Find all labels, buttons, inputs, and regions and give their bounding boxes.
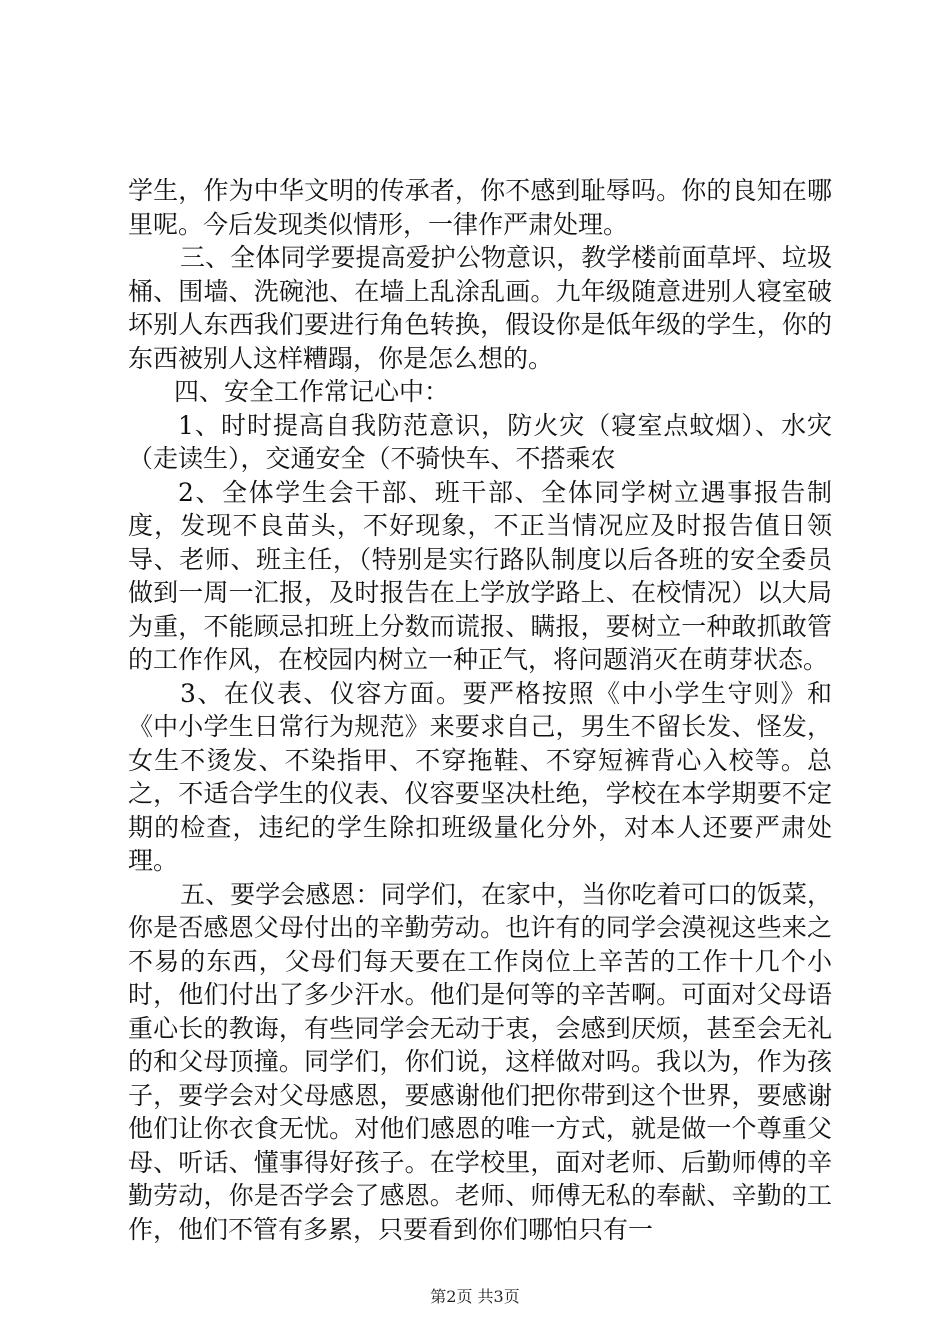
paragraph-safety-item-2: 2、全体学生会干部、班干部、全体同学树立遇事报告制度，发现不良苗头，不好现象，不正当情况应及时报告值日领导、老师、班主任，（特别是实行路队制度以后各班的安全委员做到一周一汇报，及时报告在上学放学路上、在校情况）以大局为重，不能顾忌扣班上分数而谎报、瞒报，要树立一种敢抓敢管的工作作风，在校园内树立一种正气，将问题消灭在萌芽状态。 — [128, 477, 832, 674]
paragraph-section-four-heading: 四、安全工作常记心中： — [174, 377, 450, 406]
document-body — [128, 174, 832, 1246]
paragraph-safety-item-3: 3、在仪表、仪容方面。要严格按照《中小学生守则》和《中小学生日常行为规范》来要求自己，男生不留长发、怪发，女生不烫发、不染指甲、不穿拖鞋、不穿短裤背心入校等。总之，不适合学生的仪表、仪容要坚决杜绝，学校在本学期要不定期的检查，违纪的学生除扣班级量化分外，对本人还要严肃处理。 — [128, 678, 832, 875]
paragraph-section-three: 三、全体同学要提高爱护公物意识，教学楼前面草坪、垃圾桶、围墙、洗碗池、在墙上乱涂乱画。九年级随意进别人寝室破坏别人东西我们要进行角色转换，假设你是低年级的学生，你的东西被别人这样糟蹋，你是怎么想的。 — [128, 243, 832, 373]
paragraph-safety-item-1: 1、时时提高自我防范意识，防火灾（寝室点蚊烟）、水灾（走读生），交通安全（不骑快车、不搭乘农 — [128, 410, 832, 473]
paragraph-section-five: 五、要学会感恩：同学们，在家中，当你吃着可口的饭菜，你是否感恩父母付出的辛勤劳动。也许有的同学会漠视这些来之不易的东西，父母们每天要在工作岗位上辛苦的工作十几个小时，他们付出了多少汗水。他们是何等的辛苦啊。可面对父母语重心长的教诲，有些同学会无动于衷，会感到厌烦，甚至会无礼的和父母顶撞。同学们，你们说，这样做对吗。我以为，作为孩子，要学会对父母感恩，要感谢他们把你带到这个世界，要感谢他们让你衣食无忧。对他们感恩的唯一方式，就是做一个尊重父母、听话、懂事得好孩子。在学校里，面对老师、后勤师傅的辛勤劳动，你是否学会了感恩。老师、师傅无私的奉献、辛勤的工作，他们不管有多累，只要看到你们哪怕只有一 — [128, 879, 832, 1244]
paragraph-continuation: 学生，作为中华文明的传承者，你不感到耻辱吗。你的良知在哪里呢。今后发现类似情形，一律作严肃处理。 — [128, 176, 832, 239]
page-number-footer: 第2页 共3页 — [430, 1287, 520, 1306]
